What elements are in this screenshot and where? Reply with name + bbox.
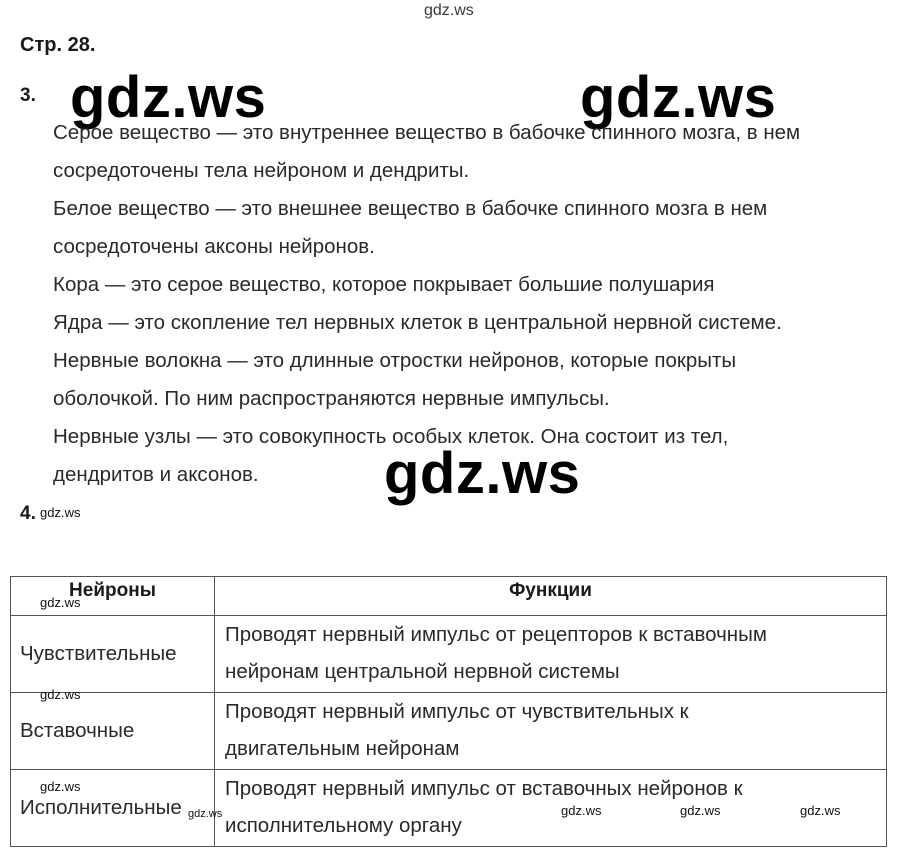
- function-line: Проводят нервный импульс от рецепторов к вставочным: [225, 623, 767, 646]
- watermark-large-left: gdz.ws: [70, 65, 267, 130]
- function-text: [215, 693, 886, 767]
- neurons-table: [10, 576, 887, 847]
- page-heading: Стр. 28.: [20, 34, 96, 56]
- watermark-small: gdz.ws: [561, 803, 602, 818]
- watermark-large-center: gdz.ws: [384, 441, 581, 506]
- task-3-number: 3.: [20, 85, 36, 106]
- answer-line: дендритов и аксонов.: [53, 463, 259, 486]
- watermark-small: gdz.ws: [40, 505, 81, 520]
- answer-line: Серое вещество — это внутреннее вещество в бабочке спинного мозга, в нем: [53, 121, 801, 144]
- answer-line: Нервные волокна — это длинные отростки нейронов, которые покрыты: [53, 349, 737, 372]
- function-cell: [215, 770, 887, 847]
- function-line: Проводят нервный импульс от чувствительных к: [225, 700, 689, 723]
- function-line: исполнительному органу: [225, 814, 462, 837]
- watermark-small: gdz.ws: [680, 803, 721, 818]
- neuron-name: Чувствительные: [20, 642, 177, 665]
- answer-line: Ядра — это скопление тел нервных клеток в центральной нервной системе.: [53, 311, 782, 334]
- watermark-small: gdz.ws: [40, 595, 81, 610]
- answer-line: сосредоточены аксоны нейронов.: [53, 235, 375, 258]
- watermark-small: gdz.ws: [800, 803, 841, 818]
- function-cell: [215, 693, 887, 770]
- table-row: [11, 693, 887, 770]
- watermark-small: gdz.ws: [188, 808, 223, 820]
- answer-line: сосредоточены тела нейроном и дендриты.: [53, 159, 470, 182]
- answer-line: оболочкой. По ним распространяются нервные импульсы.: [53, 387, 610, 410]
- function-line: двигательным нейронам: [225, 737, 460, 760]
- table-header-row: [11, 577, 887, 616]
- neuron-name: Исполнительные: [20, 796, 182, 819]
- function-cell: [215, 616, 887, 693]
- function-text: [215, 616, 886, 690]
- neuron-name-cell: [11, 693, 215, 770]
- function-line: нейронам центральной нервной системы: [225, 660, 620, 683]
- watermark-large-right: gdz.ws: [580, 65, 777, 130]
- answer-line: Белое вещество — это внешнее вещество в бабочке спинного мозга в нем: [53, 197, 768, 220]
- neuron-name: Вставочные: [20, 719, 135, 742]
- watermark-small: gdz.ws: [40, 779, 81, 794]
- watermark-small: gdz.ws: [40, 687, 81, 702]
- table-row: [11, 616, 887, 693]
- answer-line: Кора — это серое вещество, которое покрывает большие полушария: [53, 273, 715, 296]
- header-functions: Функции: [215, 577, 887, 616]
- table-row: [11, 770, 887, 847]
- neuron-name-cell: [11, 616, 215, 693]
- watermark-top: gdz.ws: [424, 2, 474, 19]
- answer-line: Нервные узлы — это совокупность особых клеток. Она состоит из тел,: [53, 425, 729, 448]
- function-line: Проводят нервный импульс от вставочных нейронов к: [225, 777, 743, 800]
- task-4-number: 4.: [20, 503, 36, 524]
- task-3-answer: [53, 114, 800, 494]
- header-neurons: Нейроны: [11, 577, 215, 616]
- function-text: [215, 770, 886, 844]
